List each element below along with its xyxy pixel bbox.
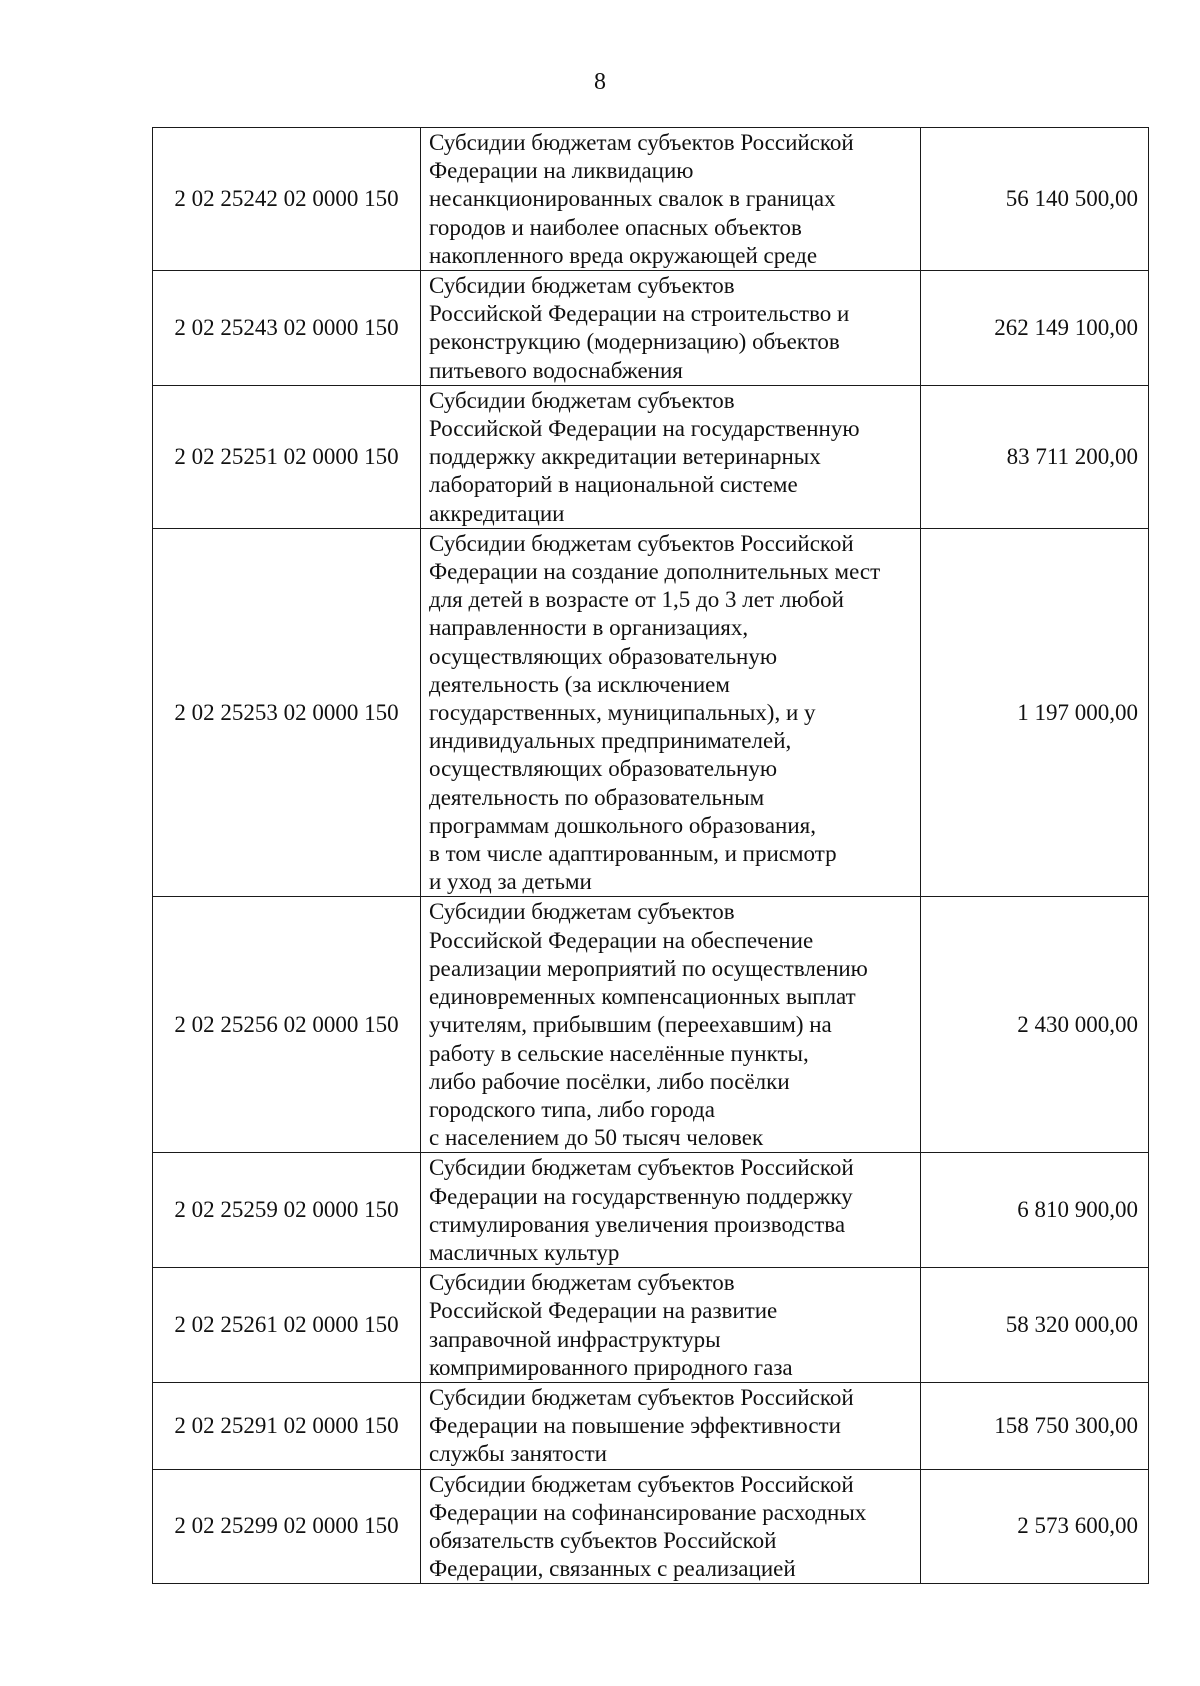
description-cell [421, 1469, 921, 1584]
budget-code-cell: 2 02 25256 02 0000 150 [153, 897, 421, 1153]
table-row [153, 385, 1149, 528]
description-text: Субсидии бюджетам субъектов Российской Федерации на государственную поддержку стимулирования увеличения производства масличных культур [429, 1155, 854, 1265]
budget-code-cell: 2 02 25253 02 0000 150 [153, 528, 421, 897]
amount-cell: 158 750 300,00 [921, 1382, 1149, 1469]
description-cell [421, 271, 921, 386]
budget-code-cell: 2 02 25251 02 0000 150 [153, 385, 421, 528]
page-number: 8 [594, 69, 606, 95]
amount-cell: 2 573 600,00 [921, 1469, 1149, 1584]
table-row [153, 528, 1149, 897]
description-text: Субсидии бюджетам субъектов Российской Федерации на строительство и реконструкцию (модернизацию) объектов питьевого водоснабжения [429, 273, 850, 383]
table-row [153, 128, 1149, 271]
amount-cell: 56 140 500,00 [921, 128, 1149, 271]
description-text: Субсидии бюджетам субъектов Российской Федерации на создание дополнительных мест для детей в возрасте от 1,5 до 3 лет любой направленности в организациях, осуществляющих образовательную деятельность (за исключением государственных, муниципальных), и у индивидуальных предпринимателей, осуществляющих образовательную деятельность по образовательным программам дошкольного образования, в том числе адаптированным, и присмотр и уход за детьми [429, 530, 881, 895]
table-row [153, 897, 1149, 1153]
budget-code-cell: 2 02 25261 02 0000 150 [153, 1268, 421, 1383]
table-row [153, 1382, 1149, 1469]
table-row [153, 1469, 1149, 1584]
description-cell [421, 1268, 921, 1383]
amount-cell: 2 430 000,00 [921, 897, 1149, 1153]
description-text: Субсидии бюджетам субъектов Российской Федерации на развитие заправочной инфраструктуры компримированного природного газа [429, 1270, 793, 1380]
amount-cell: 6 810 900,00 [921, 1153, 1149, 1268]
budget-code-cell: 2 02 25291 02 0000 150 [153, 1382, 421, 1469]
table-row [153, 271, 1149, 386]
description-text: Субсидии бюджетам субъектов Российской Федерации на государственную поддержку аккредитации ветеринарных лабораторий в национальной системе аккредитации [429, 387, 860, 526]
budget-revenue-table [152, 127, 1149, 1584]
budget-code-cell: 2 02 25259 02 0000 150 [153, 1153, 421, 1268]
description-cell [421, 528, 921, 897]
description-text: Субсидии бюджетам субъектов Российской Федерации на повышение эффективности службы занятости [429, 1384, 854, 1467]
description-cell [421, 1382, 921, 1469]
table-row [153, 1153, 1149, 1268]
budget-code-cell: 2 02 25243 02 0000 150 [153, 271, 421, 386]
amount-cell: 83 711 200,00 [921, 385, 1149, 528]
description-text: Субсидии бюджетам субъектов Российской Федерации на ликвидацию несанкционированных свалок в границах городов и наиболее опасных объектов накопленного вреда окружающей среде [429, 130, 854, 268]
table-row [153, 1268, 1149, 1383]
amount-cell: 1 197 000,00 [921, 528, 1149, 897]
description-cell [421, 128, 921, 271]
budget-code-cell: 2 02 25299 02 0000 150 [153, 1469, 421, 1584]
description-text: Субсидии бюджетам субъектов Российской Федерации на софинансирование расходных обязательств субъектов Российской Федерации, связанных с реализацией [429, 1471, 867, 1582]
description-text: Субсидии бюджетам субъектов Российской Федерации на обеспечение реализации мероприятий по осуществлению единовременных компенсационных выплат учителям, прибывшим (переехавшим) на работу в сельские населённые пункты, либо рабочие посёлки, либо посёлки городского типа, либо города с населением до 50 тысяч человек [429, 899, 868, 1151]
budget-code-cell: 2 02 25242 02 0000 150 [153, 128, 421, 271]
description-cell [421, 1153, 921, 1268]
amount-cell: 262 149 100,00 [921, 271, 1149, 386]
description-cell [421, 385, 921, 528]
amount-cell: 58 320 000,00 [921, 1268, 1149, 1383]
description-cell [421, 897, 921, 1153]
